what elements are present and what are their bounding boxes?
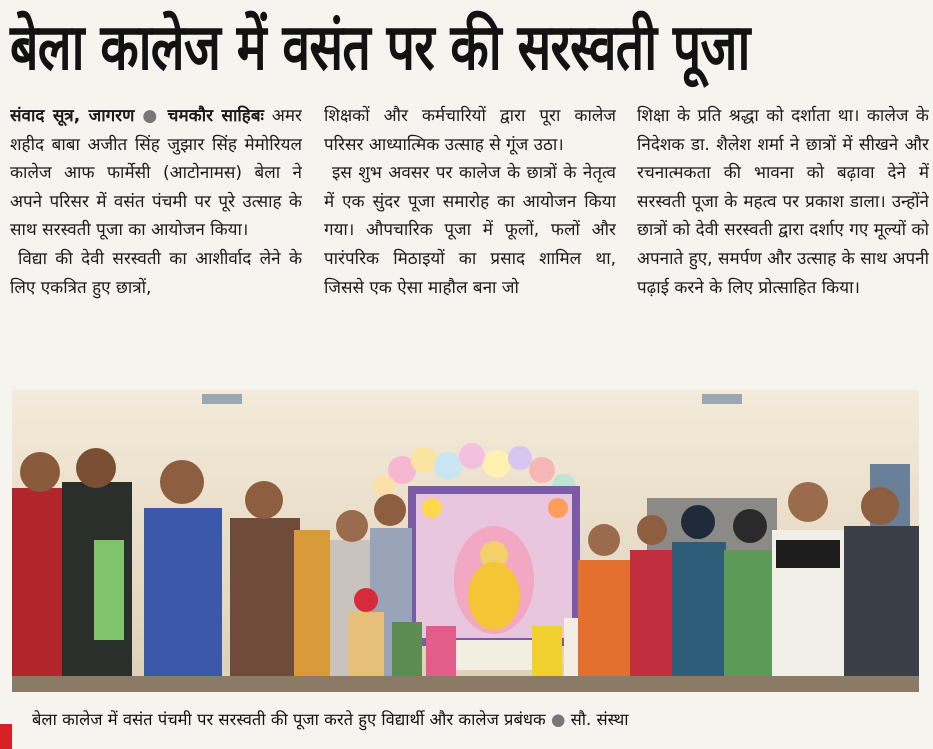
red-section-marker: [0, 724, 12, 749]
caption-bullet: ●: [550, 710, 566, 729]
article-paragraph-2: विद्या की देवी सरस्वती का आशीर्वाद लेने के लिए एकत्रित हुए छात्रों,: [10, 248, 302, 298]
article-column-3: [637, 102, 929, 387]
headline: बेला कालेज में वसंत पर की सरस्वती पूजा: [10, 11, 750, 85]
dateline-location: चमकौर साहिबः: [167, 106, 264, 126]
article-column-2: [324, 102, 616, 387]
event-photo-illustration: [12, 390, 919, 692]
dateline: संवाद सूत्र, जागरण: [10, 106, 135, 126]
article-paragraph-1: [10, 102, 302, 245]
event-photo: [12, 390, 919, 692]
article-intro-text: अमर शहीद बाबा अजीत सिंह जुझार सिंह मेमोरियल कालेज आफ फार्मेसी (आटोनामस) बेला ने अपने परिसर में वसंत पंचमी पर पूरे उत्साह के साथ सरस्वती पूजा का आयोजन किया।: [10, 106, 302, 241]
photo-credit: सौ. संस्था: [570, 710, 629, 729]
article-paragraph-2-continued: शिक्षकों और कर्मचारियों द्वारा पूरा कालेज परिसर आध्यात्मिक उत्साह से गूंज उठा।: [324, 106, 616, 155]
article-column-1: [10, 102, 302, 387]
caption-text: बेला कालेज में वसंत पंचमी पर सरस्वती की पूजा करते हुए विद्यार्थी और कालेज प्रबंधक: [32, 710, 546, 729]
dateline-bullet: ●: [142, 106, 160, 126]
photo-caption: [32, 703, 629, 737]
article-paragraph-3-continued: शिक्षा के प्रति श्रद्धा को दर्शाता था। कालेज के निदेशक डा. शैलेश शर्मा ने छात्रों में सीखने और रचनात्मकता की भावना को बढ़ावा देने में सरस्वती पूजा के महत्व पर प्रकाश डाला। उन्होंने छात्रों को देवी सरस्वती द्वारा दर्शाए गए मूल्यों को अपनाते हुए, समर्पण और उत्साह के साथ अपनी पढ़ाई करने के लिए प्रोत्साहित किया।: [637, 106, 929, 298]
article-paragraph-3: इस शुभ अवसर पर कालेज के छात्रों के नेतृत्व में एक सुंदर पूजा समारोह का आयोजन किया गया। औपचारिक पूजा में फूलों, फलों और पारंपरिक मिठाइयों का प्रसाद शामिल था, जिससे एक ऐसा माहौल बना जो: [324, 163, 616, 298]
article-body: [10, 102, 929, 387]
